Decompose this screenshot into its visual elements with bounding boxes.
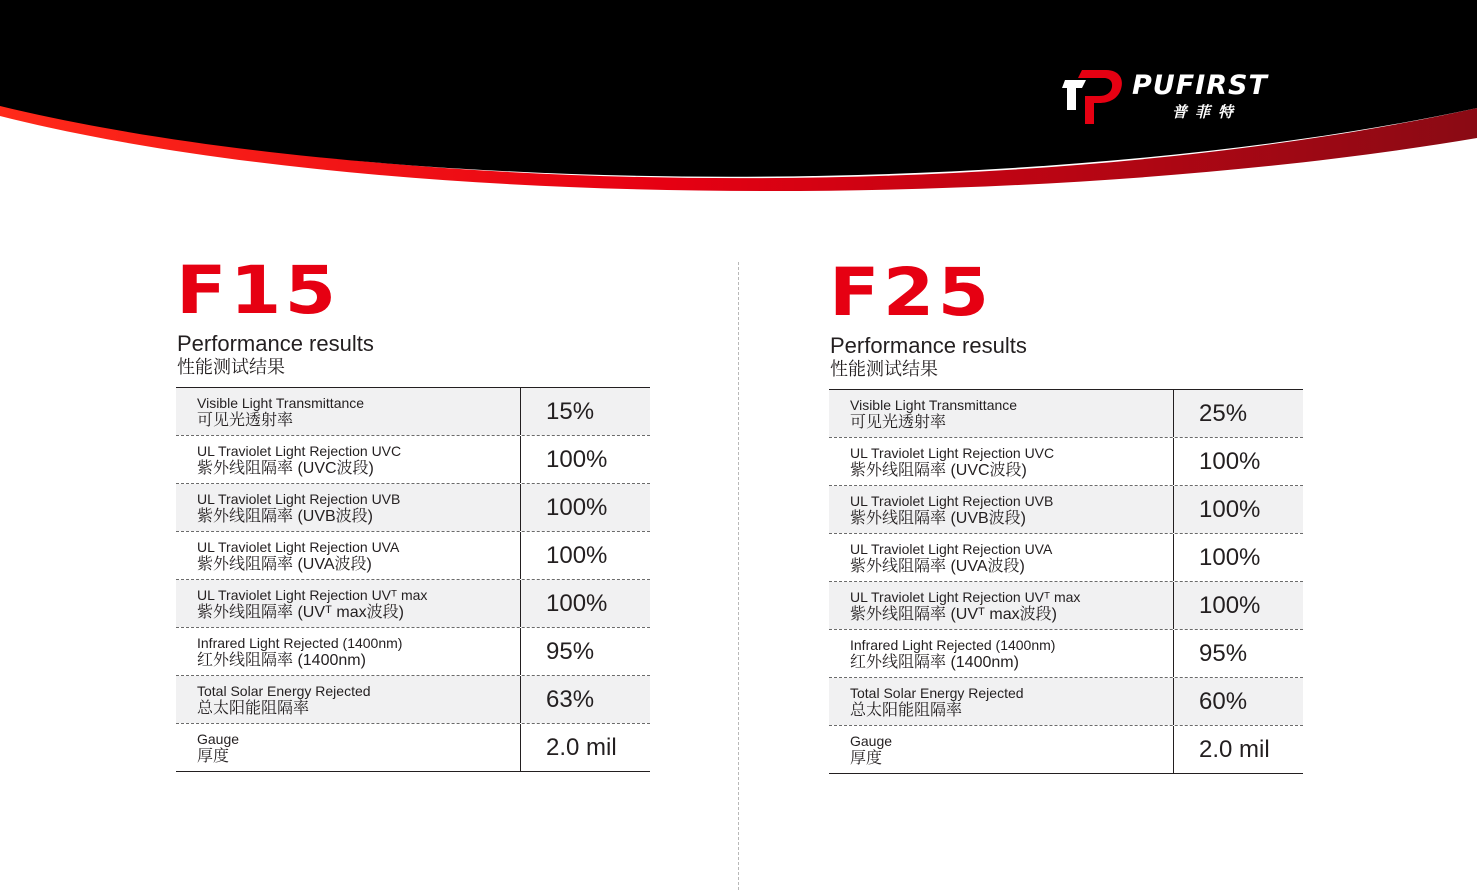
label-cn: 厚度 bbox=[850, 750, 883, 767]
value-cell: 100% bbox=[1174, 582, 1303, 629]
label-en: UL Traviolet Light Rejection UVB bbox=[850, 493, 1054, 509]
performance-table bbox=[176, 387, 650, 772]
label-cn: 厚度 bbox=[197, 748, 230, 765]
table-row bbox=[176, 723, 650, 771]
table-row bbox=[829, 581, 1303, 629]
label-en: Total Solar Energy Rejected bbox=[850, 685, 1024, 701]
table-row bbox=[829, 437, 1303, 485]
label-cell bbox=[176, 388, 521, 435]
performance-table bbox=[829, 389, 1303, 774]
table-row bbox=[176, 388, 650, 435]
label-cell bbox=[829, 678, 1174, 725]
label-en: Visible Light Transmittance bbox=[850, 397, 1018, 413]
pufirst-tp-logo-icon bbox=[1062, 66, 1124, 128]
label-en: Infrared Light Rejected (1400nm) bbox=[197, 635, 403, 651]
value-cell: 100% bbox=[546, 542, 608, 569]
value-cell: 60% bbox=[1174, 678, 1303, 725]
table-row bbox=[829, 485, 1303, 533]
label-cn: 红外线阻隔率 (1400nm) bbox=[197, 652, 366, 669]
value-cell: 95% bbox=[1199, 640, 1248, 667]
label-en: Gauge bbox=[850, 733, 893, 749]
model-title: F25 bbox=[829, 254, 993, 331]
table-row bbox=[829, 533, 1303, 581]
label-en: UL Traviolet Light Rejection UVB bbox=[197, 491, 401, 507]
label-cn: 总太阳能阻隔率 bbox=[197, 700, 310, 717]
label-en: UL Traviolet Light Rejection UVC bbox=[850, 445, 1055, 461]
label-cell bbox=[829, 438, 1174, 485]
label-cn: 可见光透射率 bbox=[850, 414, 947, 431]
table-row bbox=[176, 483, 650, 531]
section-subtitle-en: Performance results bbox=[177, 331, 374, 356]
label-en: Gauge bbox=[197, 731, 240, 747]
label-en: Infrared Light Rejected (1400nm) bbox=[850, 637, 1056, 653]
value-cell: 100% bbox=[521, 484, 650, 531]
label-cell bbox=[829, 582, 1174, 629]
model-title: F15 bbox=[176, 252, 340, 329]
label-cn: 紫外线阻隔率 (UVC波段) bbox=[850, 462, 1027, 479]
label-cell bbox=[176, 484, 521, 531]
value-cell: 100% bbox=[521, 580, 650, 627]
section-subtitle-en: Performance results bbox=[830, 333, 1027, 358]
value-cell: 100% bbox=[1174, 486, 1303, 533]
label-cell bbox=[176, 580, 521, 627]
label-cell bbox=[176, 724, 521, 771]
table-row bbox=[176, 675, 650, 723]
label-cell bbox=[176, 628, 521, 675]
logo-chinese-name: 普菲特 bbox=[1172, 103, 1242, 121]
label-cn: 红外线阻隔率 (1400nm) bbox=[850, 654, 1019, 671]
label-en: UL Traviolet Light Rejection UVᵀ max bbox=[850, 589, 1081, 605]
label-en: Visible Light Transmittance bbox=[197, 395, 365, 411]
value-cell: 95% bbox=[546, 638, 595, 665]
value-cell: 100% bbox=[1199, 448, 1261, 475]
label-cell bbox=[829, 486, 1174, 533]
value-cell: 100% bbox=[1199, 544, 1261, 571]
product-panel-f25 bbox=[829, 254, 1303, 774]
label-cn: 可见光透射率 bbox=[197, 412, 294, 429]
label-en: UL Traviolet Light Rejection UVᵀ max bbox=[197, 587, 428, 603]
table-row bbox=[176, 627, 650, 675]
label-cell bbox=[176, 436, 521, 483]
table-row bbox=[829, 629, 1303, 677]
value-cell: 63% bbox=[521, 676, 650, 723]
value-cell: 2.0 mil bbox=[546, 734, 617, 761]
value-cell: 25% bbox=[1174, 390, 1303, 437]
value-cell: 2.0 mil bbox=[1199, 736, 1270, 763]
table-row bbox=[829, 725, 1303, 773]
label-cn: 紫外线阻隔率 (UVC波段) bbox=[197, 460, 374, 477]
label-cell bbox=[829, 630, 1174, 677]
label-en: Total Solar Energy Rejected bbox=[197, 683, 371, 699]
label-en: UL Traviolet Light Rejection UVC bbox=[197, 443, 402, 459]
logo-wordmark: PUFIRST bbox=[1132, 70, 1268, 101]
label-cn: 总太阳能阻隔率 bbox=[850, 702, 963, 719]
label-cell bbox=[829, 534, 1174, 581]
label-en: UL Traviolet Light Rejection UVA bbox=[850, 541, 1053, 557]
label-cn: 紫外线阻隔率 (UVA波段) bbox=[197, 556, 372, 573]
label-cn: 紫外线阻隔率 (UVB波段) bbox=[197, 508, 374, 525]
table-row bbox=[829, 390, 1303, 437]
section-subtitle-cn: 性能测试结果 bbox=[830, 359, 938, 379]
brand-logo bbox=[1062, 64, 1307, 130]
center-divider bbox=[738, 262, 739, 890]
label-cn: 紫外线阻隔率 (UVA波段) bbox=[850, 558, 1025, 575]
label-en: UL Traviolet Light Rejection UVA bbox=[197, 539, 400, 555]
label-cn: 紫外线阻隔率 (UVᵀ max波段) bbox=[197, 604, 404, 621]
label-cn: 紫外线阻隔率 (UVB波段) bbox=[850, 510, 1027, 527]
table-row bbox=[829, 677, 1303, 725]
label-cell bbox=[176, 532, 521, 579]
table-row bbox=[176, 435, 650, 483]
table-row bbox=[176, 579, 650, 627]
label-cell bbox=[829, 390, 1174, 437]
value-cell: 15% bbox=[521, 388, 650, 435]
label-cell bbox=[176, 676, 521, 723]
value-cell: 100% bbox=[546, 446, 608, 473]
section-subtitle-cn: 性能测试结果 bbox=[177, 357, 285, 377]
product-panel-f15 bbox=[176, 252, 650, 772]
label-cell bbox=[829, 726, 1174, 773]
table-row bbox=[176, 531, 650, 579]
label-cn: 紫外线阻隔率 (UVᵀ max波段) bbox=[850, 606, 1057, 623]
